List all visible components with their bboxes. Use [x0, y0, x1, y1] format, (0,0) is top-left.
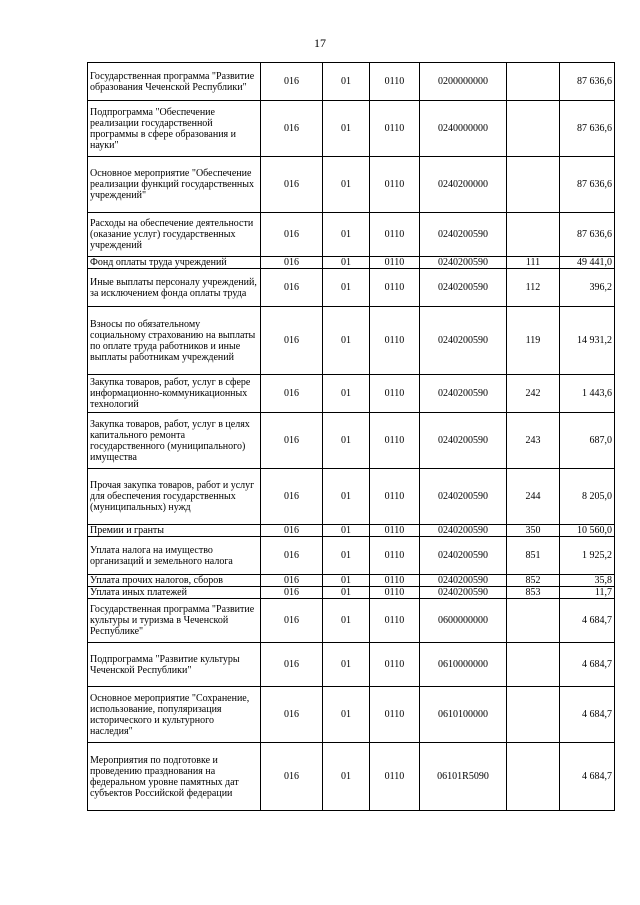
cell-sum: 87 636,6	[560, 101, 615, 157]
table-row	[88, 307, 615, 375]
cell-pr: 0110	[370, 413, 420, 469]
cell-vr: 112	[507, 269, 560, 307]
cell-csr: 0240200590	[420, 257, 507, 269]
cell-vr	[507, 643, 560, 687]
cell-csr: 0240200590	[420, 375, 507, 413]
cell-ved: 016	[261, 257, 323, 269]
table-row	[88, 525, 615, 537]
cell-sum: 10 560,0	[560, 525, 615, 537]
cell-rz: 01	[323, 469, 370, 525]
cell-csr: 0240200590	[420, 413, 507, 469]
cell-ved: 016	[261, 587, 323, 599]
cell-ved: 016	[261, 157, 323, 213]
cell-pr: 0110	[370, 157, 420, 213]
cell-sum: 35,8	[560, 575, 615, 587]
cell-sum: 8 205,0	[560, 469, 615, 525]
cell-vr	[507, 743, 560, 811]
table-row	[88, 157, 615, 213]
cell-ved: 016	[261, 63, 323, 101]
cell-csr: 0240200590	[420, 537, 507, 575]
cell-vr	[507, 687, 560, 743]
cell-pr: 0110	[370, 599, 420, 643]
cell-rz: 01	[323, 525, 370, 537]
cell-vr: 853	[507, 587, 560, 599]
cell-rz: 01	[323, 63, 370, 101]
cell-name: Основное мероприятие "Сохранение, использование, популяризация исторического и культурного наследия"	[88, 687, 261, 743]
cell-name: Уплата прочих налогов, сборов	[88, 575, 261, 587]
cell-csr: 0240200590	[420, 525, 507, 537]
cell-ved: 016	[261, 213, 323, 257]
cell-pr: 0110	[370, 643, 420, 687]
cell-pr: 0110	[370, 257, 420, 269]
cell-name: Расходы на обеспечение деятельности (оказание услуг) государственных учреждений	[88, 213, 261, 257]
table-row	[88, 413, 615, 469]
cell-csr: 0240200590	[420, 269, 507, 307]
cell-csr: 06101R5090	[420, 743, 507, 811]
cell-rz: 01	[323, 375, 370, 413]
cell-sum: 87 636,6	[560, 63, 615, 101]
cell-ved: 016	[261, 101, 323, 157]
cell-pr: 0110	[370, 63, 420, 101]
cell-ved: 016	[261, 743, 323, 811]
cell-sum: 49 441,0	[560, 257, 615, 269]
cell-sum: 87 636,6	[560, 157, 615, 213]
cell-csr: 0240000000	[420, 101, 507, 157]
table-row	[88, 587, 615, 599]
cell-name: Подпрограмма "Обеспечение реализации государственной программы в сфере образования и науки"	[88, 101, 261, 157]
table-row	[88, 537, 615, 575]
cell-csr: 0610000000	[420, 643, 507, 687]
cell-sum: 4 684,7	[560, 743, 615, 811]
cell-pr: 0110	[370, 307, 420, 375]
cell-csr: 0240200590	[420, 213, 507, 257]
cell-pr: 0110	[370, 469, 420, 525]
cell-csr: 0240200590	[420, 307, 507, 375]
cell-vr: 242	[507, 375, 560, 413]
cell-ved: 016	[261, 537, 323, 575]
cell-name: Премии и гранты	[88, 525, 261, 537]
table-row	[88, 257, 615, 269]
table-row	[88, 643, 615, 687]
table-row	[88, 269, 615, 307]
cell-name: Основное мероприятие "Обеспечение реализации функций государственных учреждений"	[88, 157, 261, 213]
cell-rz: 01	[323, 257, 370, 269]
cell-ved: 016	[261, 269, 323, 307]
cell-vr: 119	[507, 307, 560, 375]
cell-pr: 0110	[370, 375, 420, 413]
table-row	[88, 469, 615, 525]
cell-pr: 0110	[370, 687, 420, 743]
cell-ved: 016	[261, 643, 323, 687]
cell-ved: 016	[261, 599, 323, 643]
cell-vr	[507, 63, 560, 101]
cell-sum: 1 443,6	[560, 375, 615, 413]
cell-vr	[507, 157, 560, 213]
table-row	[88, 575, 615, 587]
cell-vr	[507, 101, 560, 157]
cell-name: Государственная программа "Развитие культуры и туризма в Чеченской Республике"	[88, 599, 261, 643]
budget-table	[87, 62, 615, 811]
cell-pr: 0110	[370, 213, 420, 257]
cell-name: Взносы по обязательному социальному страхованию на выплаты по оплате труда работников и иные выплаты работникам учреждений	[88, 307, 261, 375]
cell-vr: 244	[507, 469, 560, 525]
cell-csr: 0240200590	[420, 587, 507, 599]
cell-ved: 016	[261, 687, 323, 743]
cell-name: Закупка товаров, работ, услуг в целях капитального ремонта государственного (муниципального) имущества	[88, 413, 261, 469]
cell-ved: 016	[261, 575, 323, 587]
cell-pr: 0110	[370, 575, 420, 587]
cell-rz: 01	[323, 307, 370, 375]
cell-sum: 11,7	[560, 587, 615, 599]
cell-rz: 01	[323, 687, 370, 743]
cell-ved: 016	[261, 469, 323, 525]
cell-vr: 852	[507, 575, 560, 587]
cell-sum: 14 931,2	[560, 307, 615, 375]
cell-pr: 0110	[370, 269, 420, 307]
cell-name: Мероприятия по подготовке и проведению празднования на федеральном уровне памятных дат субъектов Российской федерации	[88, 743, 261, 811]
cell-rz: 01	[323, 743, 370, 811]
cell-name: Прочая закупка товаров, работ и услуг для обеспечения государственных (муниципальных) нужд	[88, 469, 261, 525]
cell-name: Иные выплаты персоналу учреждений, за исключением фонда оплаты труда	[88, 269, 261, 307]
cell-sum: 687,0	[560, 413, 615, 469]
cell-vr: 243	[507, 413, 560, 469]
table-row	[88, 687, 615, 743]
cell-sum: 87 636,6	[560, 213, 615, 257]
cell-sum: 1 925,2	[560, 537, 615, 575]
cell-sum: 4 684,7	[560, 643, 615, 687]
cell-pr: 0110	[370, 101, 420, 157]
cell-rz: 01	[323, 643, 370, 687]
cell-pr: 0110	[370, 587, 420, 599]
cell-rz: 01	[323, 269, 370, 307]
cell-name: Государственная программа "Развитие образования Чеченской Республики"	[88, 63, 261, 101]
cell-rz: 01	[323, 413, 370, 469]
cell-csr: 0200000000	[420, 63, 507, 101]
cell-csr: 0240200590	[420, 575, 507, 587]
cell-name: Подпрограмма "Развитие культуры Чеченской Республики"	[88, 643, 261, 687]
cell-sum: 4 684,7	[560, 599, 615, 643]
table-row	[88, 599, 615, 643]
cell-sum: 4 684,7	[560, 687, 615, 743]
cell-pr: 0110	[370, 537, 420, 575]
cell-rz: 01	[323, 599, 370, 643]
cell-name: Фонд оплаты труда учреждений	[88, 257, 261, 269]
cell-csr: 0240200590	[420, 469, 507, 525]
cell-ved: 016	[261, 375, 323, 413]
cell-pr: 0110	[370, 743, 420, 811]
cell-csr: 0240200000	[420, 157, 507, 213]
cell-rz: 01	[323, 101, 370, 157]
cell-vr: 350	[507, 525, 560, 537]
cell-ved: 016	[261, 413, 323, 469]
cell-csr: 0600000000	[420, 599, 507, 643]
cell-rz: 01	[323, 587, 370, 599]
cell-name: Уплата налога на имущество организаций и земельного налога	[88, 537, 261, 575]
cell-ved: 016	[261, 307, 323, 375]
table-row	[88, 213, 615, 257]
cell-vr	[507, 213, 560, 257]
cell-ved: 016	[261, 525, 323, 537]
cell-vr	[507, 599, 560, 643]
cell-rz: 01	[323, 213, 370, 257]
table-row	[88, 63, 615, 101]
cell-rz: 01	[323, 157, 370, 213]
cell-pr: 0110	[370, 525, 420, 537]
table-row	[88, 743, 615, 811]
table-row	[88, 101, 615, 157]
table-row	[88, 375, 615, 413]
page-number: 17	[314, 36, 326, 50]
cell-vr: 111	[507, 257, 560, 269]
cell-rz: 01	[323, 537, 370, 575]
cell-sum: 396,2	[560, 269, 615, 307]
cell-vr: 851	[507, 537, 560, 575]
cell-rz: 01	[323, 575, 370, 587]
cell-csr: 0610100000	[420, 687, 507, 743]
cell-name: Закупка товаров, работ, услуг в сфере информационно-коммуникационных технологий	[88, 375, 261, 413]
cell-name: Уплата иных платежей	[88, 587, 261, 599]
